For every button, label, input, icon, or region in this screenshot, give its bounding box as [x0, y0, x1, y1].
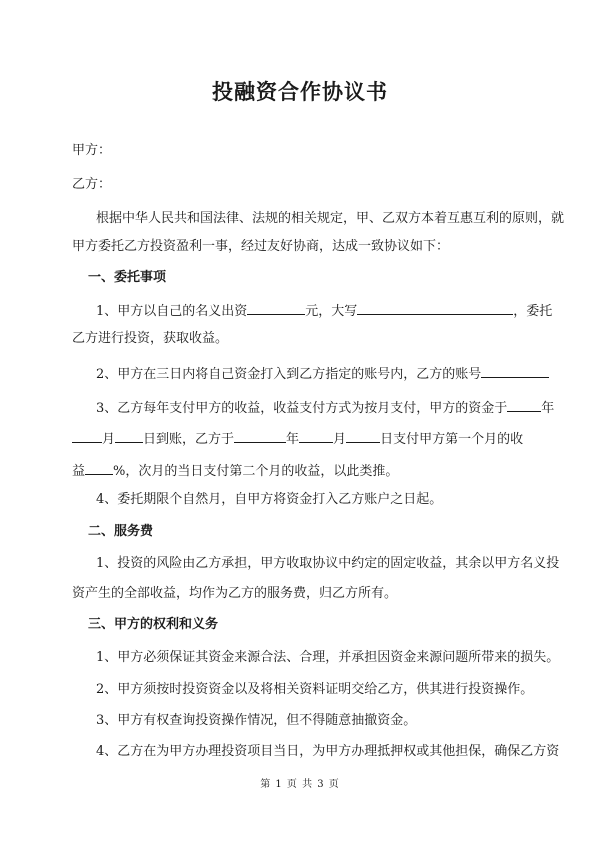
- section-1-paragraph-4: 4、委托期限个自然月，自甲方将资金打入乙方账户之日起。: [96, 492, 443, 507]
- section-3-paragraph-2: 2、甲方须按时投资资金以及将相关资料证明交给乙方，供其进行投资操作。: [96, 682, 534, 697]
- page-footer: 第 1 页 共 3 页: [260, 779, 340, 790]
- text: ，委托: [513, 304, 553, 319]
- text: 日支付甲方第一个月的收: [380, 432, 524, 447]
- section-3-paragraph-1: 1、甲方必须保证其资金来源合法、合理，并承担因资金来源问题所带来的损失。: [96, 650, 560, 665]
- section-3-heading: 三、甲方的权利和义务: [88, 617, 219, 632]
- text: 年: [286, 432, 300, 447]
- text: %，次月的当日支付第二个月的收益，以此类推。: [113, 464, 399, 479]
- text: 2、甲方在三日内将自己资金打入到乙方指定的账号内，乙方的账号: [96, 367, 482, 382]
- amount-words-blank: [357, 302, 513, 315]
- section-1-paragraph-1-cont: 乙方进行投资，获取收益。: [72, 331, 229, 346]
- text: 月: [333, 432, 347, 447]
- section-1-paragraph-3-cont-2: [72, 462, 398, 480]
- section-2-paragraph-1: 1、投资的风险由乙方承担，甲方收取协议中约定的固定收益，其余以甲方名义投: [96, 556, 560, 571]
- text: 月: [102, 432, 116, 447]
- year-blank: [507, 399, 541, 412]
- day-blank: [346, 430, 380, 443]
- month-blank: [72, 430, 102, 443]
- account-blank: [481, 365, 549, 378]
- text: 日到账，乙方于: [143, 432, 235, 447]
- document-title: 投融资合作协议书: [212, 79, 388, 104]
- text: 1、甲方以自己的名义出资: [96, 304, 248, 319]
- text: 元，大写: [305, 304, 358, 319]
- rate-blank: [85, 462, 113, 475]
- intro-line-1: 根据中华人民共和国法律、法规的相关规定，甲、乙双方本着互惠互利的原则，就: [96, 211, 565, 226]
- section-3-paragraph-3: 3、甲方有权查询投资操作情况，但不得随意抽撤资金。: [96, 713, 417, 728]
- section-1-paragraph-2: [96, 365, 549, 383]
- section-1-paragraph-3: [96, 399, 554, 417]
- text: 益: [72, 464, 86, 479]
- section-1-paragraph-1: [96, 302, 552, 320]
- day-blank: [115, 430, 143, 443]
- section-2-paragraph-1-cont: 资产生的全部收益，均作为乙方的服务费，归乙方所有。: [72, 586, 398, 601]
- text: 年: [541, 401, 555, 416]
- party-b-label: 乙方：: [72, 177, 112, 192]
- section-2-heading: 二、服务费: [88, 524, 154, 539]
- month-blank: [299, 430, 333, 443]
- year-blank: [234, 430, 286, 443]
- amount-blank: [247, 302, 305, 315]
- section-1-heading: 一、委托事项: [88, 270, 167, 285]
- party-a-label: 甲方：: [72, 143, 112, 158]
- text: 3、乙方每年支付甲方的收益，收益支付方式为按月支付，甲方的资金于: [96, 401, 508, 416]
- section-3-paragraph-4: 4、乙方在为甲方办理投资项目当日，为甲方办理抵押权或其他担保，确保乙方资: [96, 744, 560, 759]
- intro-line-2: 甲方委托乙方投资盈利一事，经过友好协商，达成一致协议如下：: [72, 239, 450, 254]
- section-1-paragraph-3-cont: [72, 430, 523, 448]
